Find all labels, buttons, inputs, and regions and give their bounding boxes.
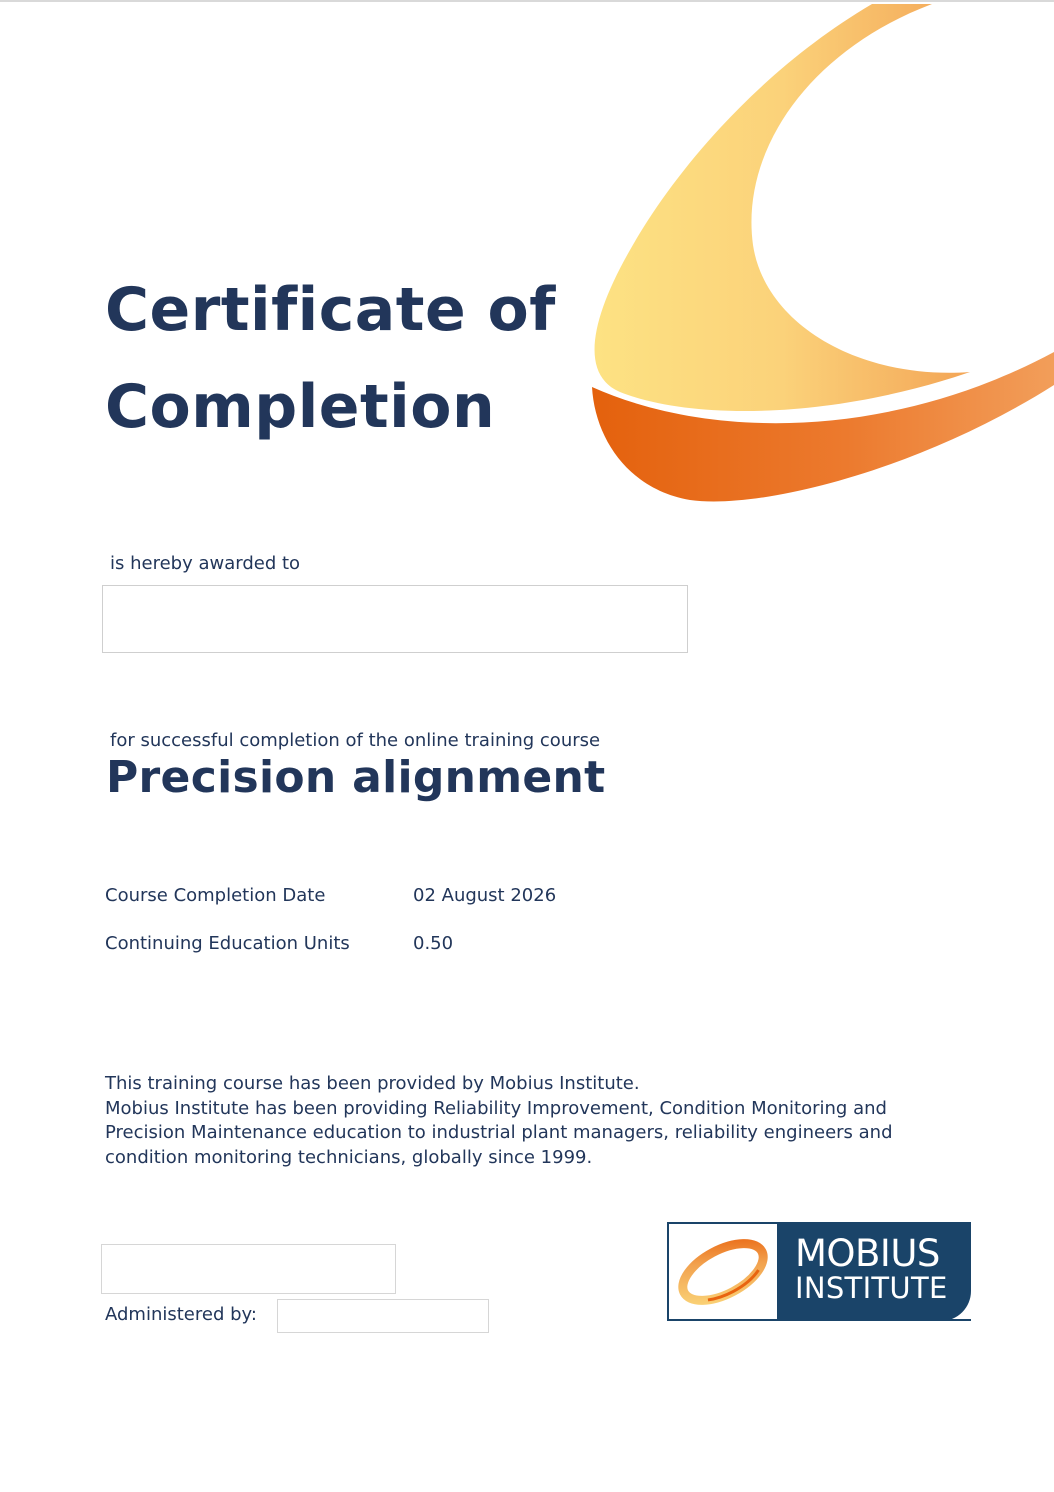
- ceu-value: 0.50: [413, 933, 454, 954]
- title-line-1: Certificate of: [105, 275, 556, 345]
- recipient-name-field: [102, 585, 688, 653]
- title-line-2: Completion: [105, 372, 496, 442]
- signature-field: [101, 1244, 396, 1294]
- about-line-1: This training course has been provided by Mobius Institute.: [105, 1073, 640, 1094]
- decorative-swoosh: [560, 0, 1054, 520]
- about-provider: [105, 1072, 935, 1170]
- logo-word-institute: INSTITUTE: [795, 1271, 948, 1305]
- course-name: Precision alignment: [106, 752, 606, 803]
- awarded-text: is hereby awarded to: [110, 553, 301, 574]
- about-line-2: Mobius Institute has been providing Reliability Improvement, Condition Monitoring and Precision Maintenance education to industrial plant managers, reliability engineers and condition monitoring technicians, globally since 1999.: [105, 1097, 893, 1168]
- completion-date-value: 02 August 2026: [413, 885, 557, 906]
- swoosh-yellow-band: [595, 4, 970, 411]
- logo-word-mobius: MOBIUS: [795, 1232, 940, 1275]
- administered-by-label: Administered by:: [105, 1304, 257, 1325]
- completion-text: for successful completion of the online training course: [110, 730, 601, 751]
- ceu-label: Continuing Education Units: [105, 933, 350, 954]
- administrator-field: [277, 1299, 489, 1333]
- completion-date-label: Course Completion Date: [105, 885, 326, 906]
- certificate-title: [105, 262, 556, 456]
- mobius-logo: [667, 1222, 971, 1321]
- mobius-ring-icon: [671, 1226, 775, 1317]
